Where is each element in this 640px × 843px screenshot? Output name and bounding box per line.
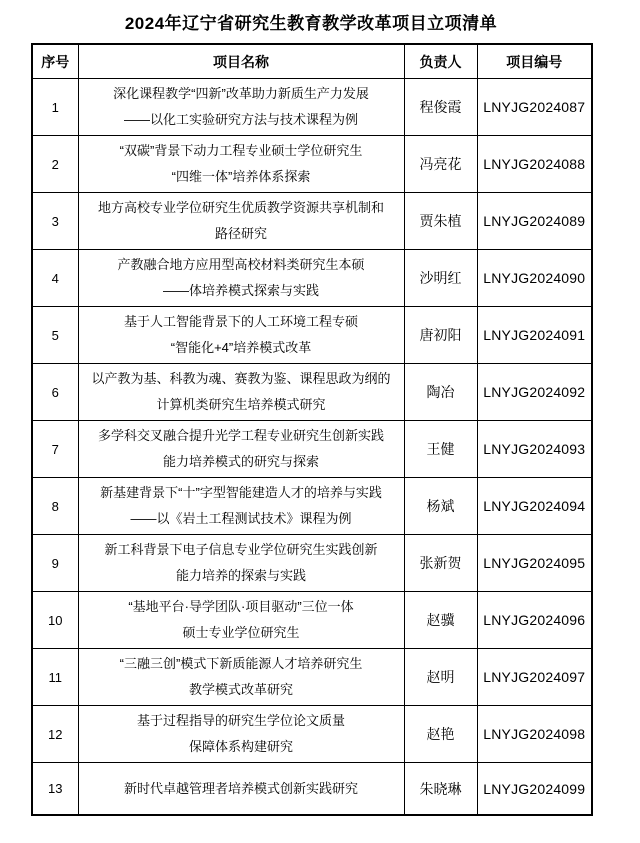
header-leader: 负责人 xyxy=(404,44,477,79)
project-name-line: 硕士专业学位研究生 xyxy=(182,625,300,640)
project-name xyxy=(78,763,404,816)
project-name-line: 计算机类研究生培养模式研究 xyxy=(156,397,326,412)
row-number: 4 xyxy=(32,250,78,307)
project-name-line: 新工科背景下电子信息专业学位研究生实践创新 xyxy=(104,542,378,557)
project-name xyxy=(78,193,404,250)
table-row xyxy=(32,364,592,421)
project-name xyxy=(78,478,404,535)
project-name-line: 基于人工智能背景下的人工环境工程专硕 xyxy=(123,314,358,329)
project-code: LNYJG2024098 xyxy=(477,706,592,763)
project-name-line: 教学模式改革研究 xyxy=(188,682,293,697)
leader-name: 张新贺 xyxy=(404,535,477,592)
row-number: 13 xyxy=(32,763,78,816)
header-code: 项目编号 xyxy=(477,44,592,79)
project-name-line: 新基建背景下“十”字型智能建造人才的培养与实践 xyxy=(100,485,382,500)
table-row xyxy=(32,535,592,592)
projects-table xyxy=(31,43,593,816)
project-name xyxy=(78,307,404,364)
project-code: LNYJG2024087 xyxy=(477,79,592,136)
project-name-line: “四维一体”培养体系探索 xyxy=(171,169,311,184)
row-number: 3 xyxy=(32,193,78,250)
project-name xyxy=(78,592,404,649)
row-number: 5 xyxy=(32,307,78,364)
project-code: LNYJG2024091 xyxy=(477,307,592,364)
table-row xyxy=(32,250,592,307)
project-name xyxy=(78,421,404,478)
project-code: LNYJG2024090 xyxy=(477,250,592,307)
project-name xyxy=(78,364,404,421)
row-number: 10 xyxy=(32,592,78,649)
row-number: 12 xyxy=(32,706,78,763)
row-number: 8 xyxy=(32,478,78,535)
project-name-line: ——体培养模式探索与实践 xyxy=(162,283,319,298)
row-number: 9 xyxy=(32,535,78,592)
table-row xyxy=(32,478,592,535)
leader-name: 朱晓琳 xyxy=(404,763,477,816)
project-code: LNYJG2024099 xyxy=(477,763,592,816)
project-name-line: “双碳”背景下动力工程专业硕士学位研究生 xyxy=(119,143,363,158)
table-row xyxy=(32,592,592,649)
table-row xyxy=(32,79,592,136)
project-name-line: 新时代卓越管理者培养模式创新实践研究 xyxy=(123,780,358,796)
project-name-line: 多学科交叉融合提升光学工程专业研究生创新实践 xyxy=(97,428,384,443)
table-row xyxy=(32,421,592,478)
leader-name: 杨斌 xyxy=(404,478,477,535)
project-name-line: 保障体系构建研究 xyxy=(188,739,293,754)
project-name-line: 能力培养模式的研究与探索 xyxy=(162,454,319,469)
project-code: LNYJG2024095 xyxy=(477,535,592,592)
project-name xyxy=(78,649,404,706)
project-code: LNYJG2024096 xyxy=(477,592,592,649)
leader-name: 赵骥 xyxy=(404,592,477,649)
leader-name: 冯亮花 xyxy=(404,136,477,193)
project-name-line: 基于过程指导的研究生学位论文质量 xyxy=(136,713,345,728)
leader-name: 王健 xyxy=(404,421,477,478)
project-code: LNYJG2024094 xyxy=(477,478,592,535)
row-number: 6 xyxy=(32,364,78,421)
leader-name: 赵艳 xyxy=(404,706,477,763)
project-code: LNYJG2024089 xyxy=(477,193,592,250)
table-row xyxy=(32,706,592,763)
project-name-line: 产教融合地方应用型高校材料类研究生本硕 xyxy=(117,257,365,272)
project-name xyxy=(78,250,404,307)
table-row xyxy=(32,136,592,193)
project-name xyxy=(78,706,404,763)
project-name xyxy=(78,136,404,193)
row-number: 1 xyxy=(32,79,78,136)
row-number: 7 xyxy=(32,421,78,478)
project-name-line: 深化课程教学“四新”改革助力新质生产力发展 xyxy=(113,86,369,101)
project-code: LNYJG2024093 xyxy=(477,421,592,478)
table-row xyxy=(32,193,592,250)
project-code: LNYJG2024092 xyxy=(477,364,592,421)
project-name-line: “智能化+4”培养模式改革 xyxy=(170,340,312,355)
table-row xyxy=(32,763,592,816)
project-name-line: ——以《岩土工程测试技术》课程为例 xyxy=(130,511,352,526)
page-title: 2024年辽宁省研究生教育教学改革项目立项清单 xyxy=(124,14,498,33)
table-row xyxy=(32,649,592,706)
row-number: 11 xyxy=(32,649,78,706)
project-name-line: 路径研究 xyxy=(214,226,267,241)
project-name-line: “三融三创”模式下新质能源人才培养研究生 xyxy=(119,656,363,671)
project-name xyxy=(78,79,404,136)
project-name xyxy=(78,535,404,592)
header-name: 项目名称 xyxy=(78,44,404,79)
table-row xyxy=(32,307,592,364)
leader-name: 程俊霞 xyxy=(404,79,477,136)
project-code: LNYJG2024088 xyxy=(477,136,592,193)
table-header-row xyxy=(32,44,592,79)
project-name-line: 地方高校专业学位研究生优质教学资源共享机制和 xyxy=(97,200,384,215)
leader-name: 陶冶 xyxy=(404,364,477,421)
leader-name: 赵明 xyxy=(404,649,477,706)
project-name-line: “基地平台·导学团队·项目驱动”三位一体 xyxy=(128,599,354,614)
project-code: LNYJG2024097 xyxy=(477,649,592,706)
project-name-line: 以产教为基、科教为魂、赛教为鉴、课程思政为纲的 xyxy=(91,371,391,386)
leader-name: 沙明红 xyxy=(404,250,477,307)
row-number: 2 xyxy=(32,136,78,193)
project-name-line: ——以化工实验研究方法与技术课程为例 xyxy=(123,112,358,127)
header-no: 序号 xyxy=(32,44,78,79)
leader-name: 唐初阳 xyxy=(404,307,477,364)
leader-name: 贾朱植 xyxy=(404,193,477,250)
project-name-line: 能力培养的探索与实践 xyxy=(175,568,306,583)
